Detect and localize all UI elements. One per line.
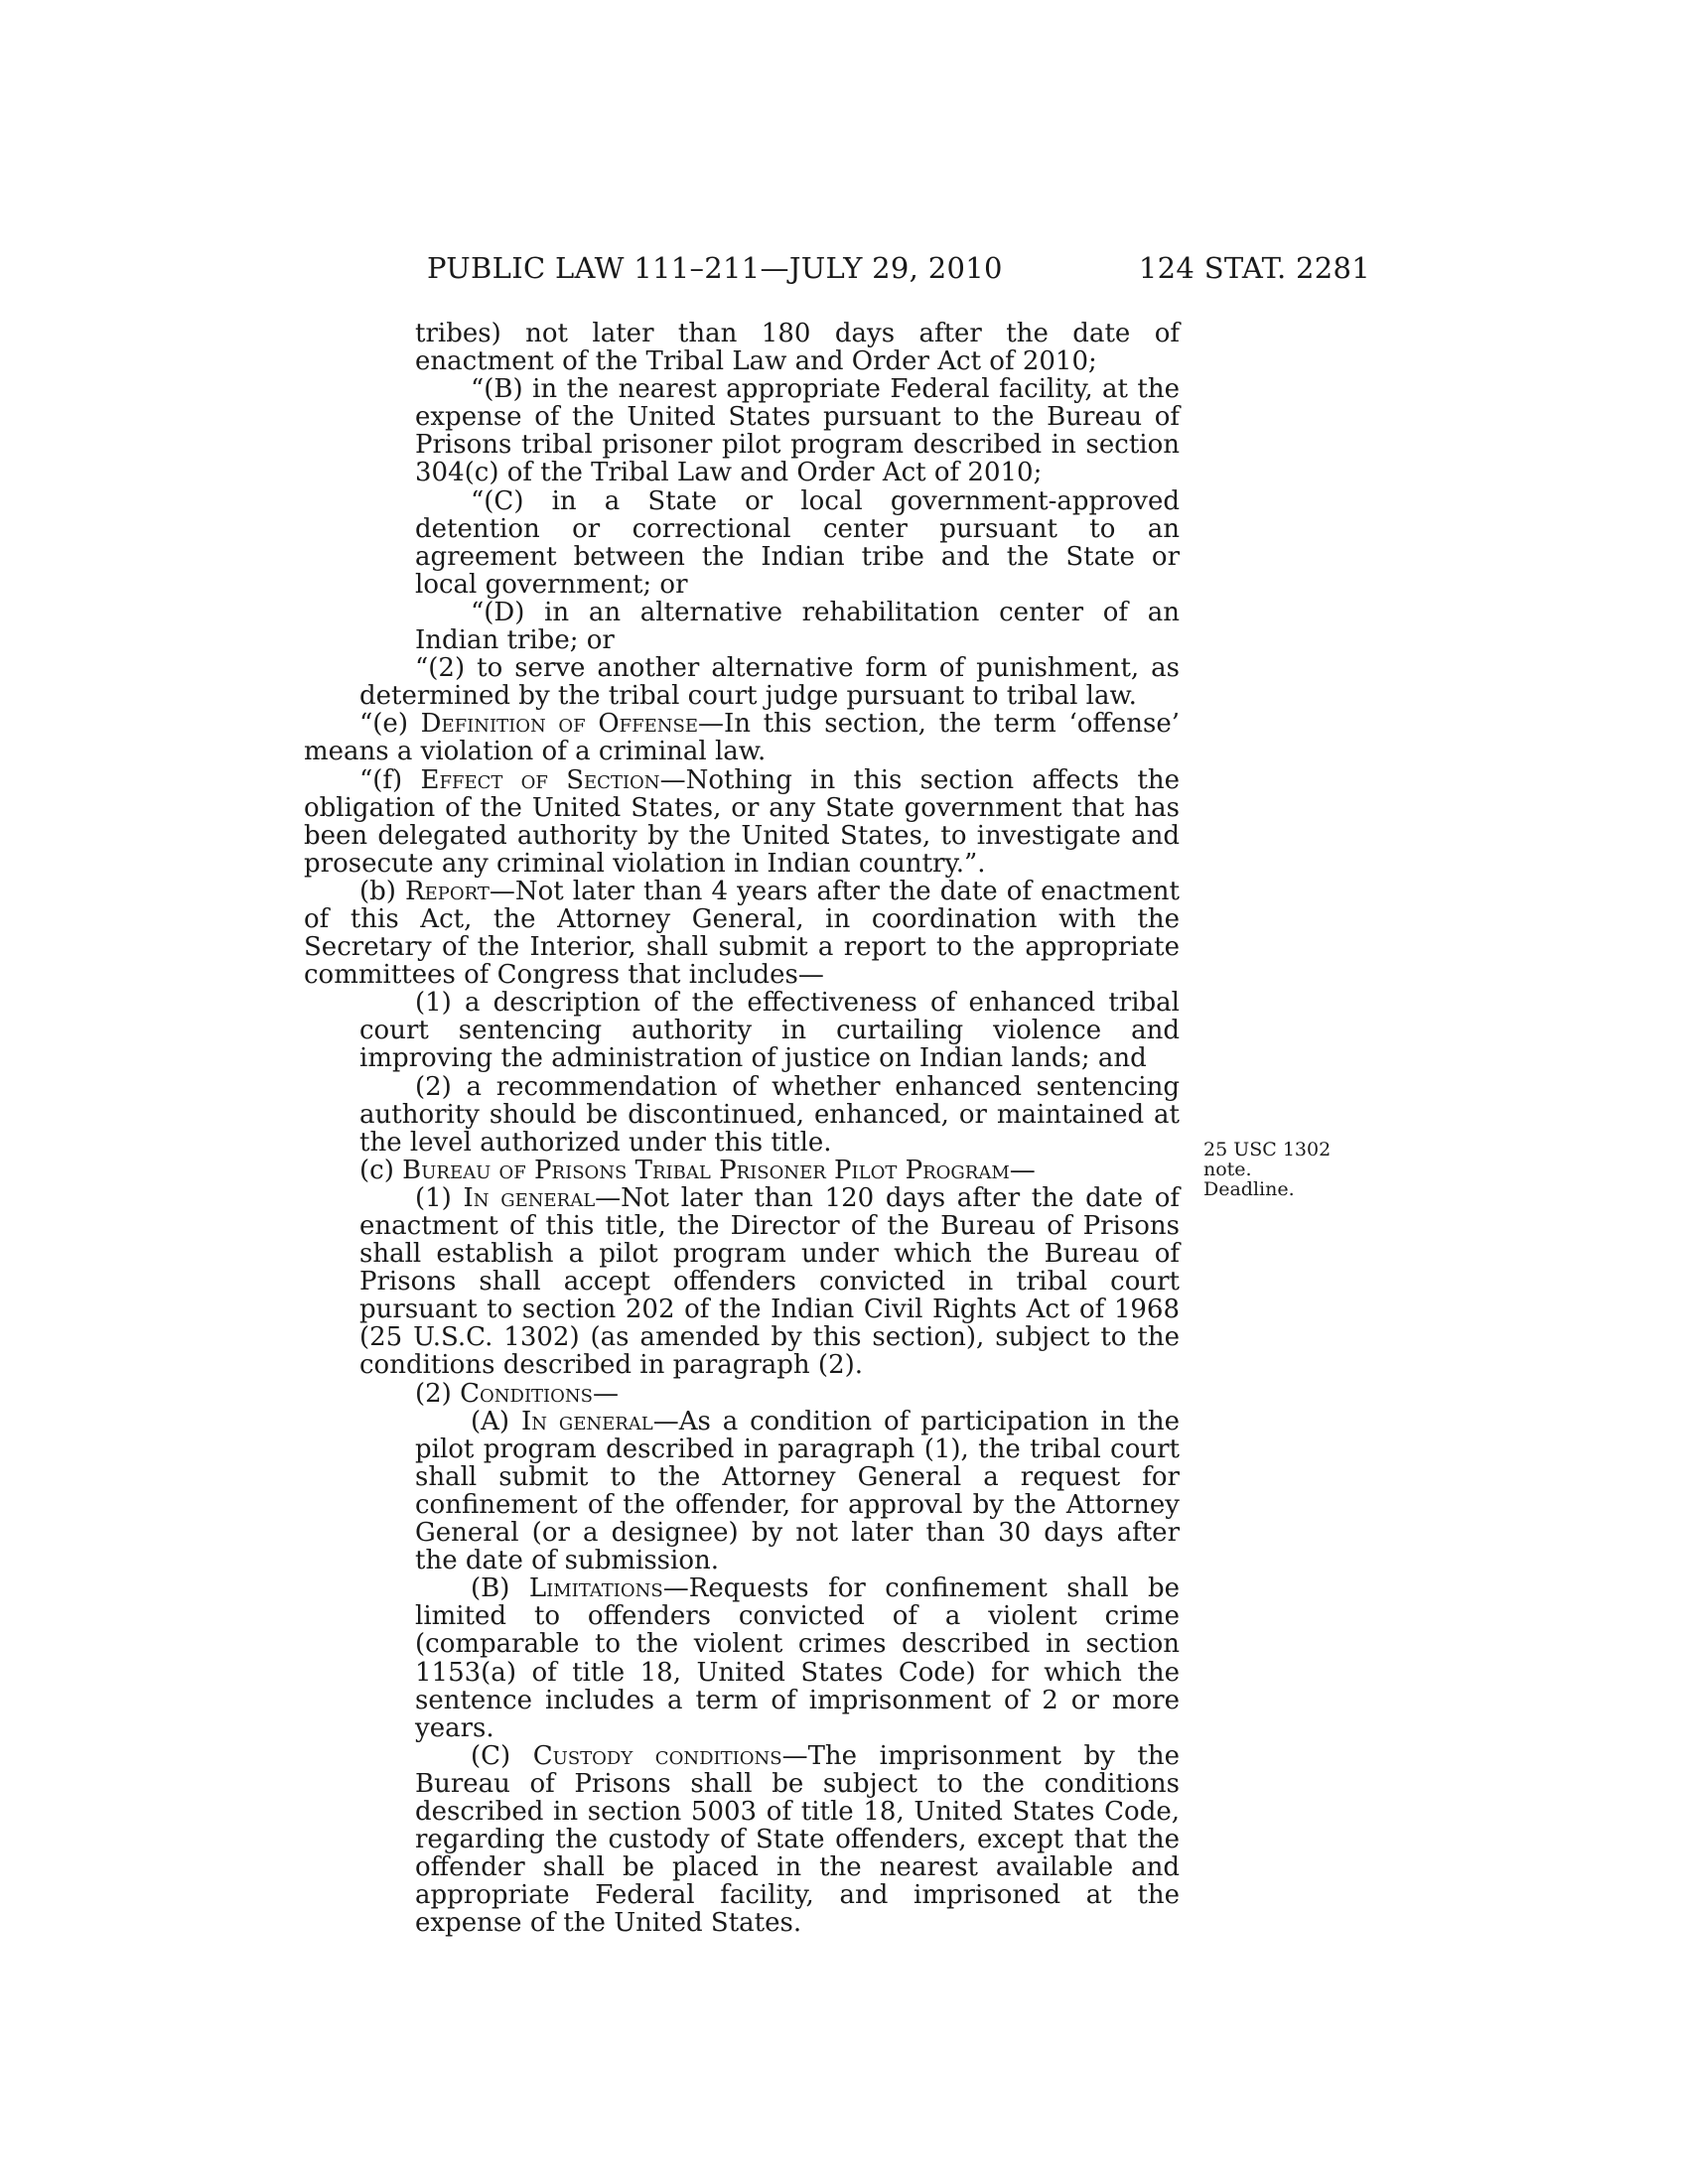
margin-note-citation: 25 USC 1302	[1203, 1139, 1332, 1160]
section-heading: Definition of Offense	[420, 709, 698, 740]
conditions-c-custody: (C) Custody conditions—The imprisonment by the Bureau of Prisons shall be subject to the conditions described in section 5003 of title 18, United States Code, regarding the custody of State offenders, except that the offender shall be placed in the nearest available and appropriate Federal facility, and imprisoned at the expense of the United States.	[415, 1740, 1181, 1939]
section-heading: Limitations	[528, 1573, 663, 1604]
page-header	[427, 248, 1370, 288]
paragraph-d1-continuation: tribes) not later than 180 days after the date of enactment of the Tribal Law and Order Act of 2010;	[415, 319, 1180, 377]
section-heading: Bureau of Prisons Tribal Prisoner Pilot Program	[402, 1155, 1010, 1185]
report-item-2: (2) a recommendation of whether enhanced sentencing authority should be discontinued, enhanced, or maintained at the level authorized under this title.	[359, 1071, 1180, 1158]
subparagraph-b: “(B) in the nearest appropriate Federal facility, at the expense of the United States pursuant to the Bureau of Prisons tribal prisoner pilot program described in section 304(c) of the Tribal Law and Order Act of 2010;	[415, 374, 1180, 488]
margin-note-note: note.	[1203, 1159, 1252, 1180]
section-heading: Effect of Section	[420, 764, 660, 795]
report-item-1: (1) a description of the effectiveness of enhanced tribal court sentencing authority in curtailing violence and improving the administration of justice on Indian lands; and	[359, 988, 1180, 1074]
subparagraph-d: “(D) in an alternative rehabilitation center of an Indian tribe; or	[415, 597, 1180, 656]
subsection-c-pilot-program: (c) Bureau of Prisons Tribal Prisoner Pilot Program—	[359, 1155, 1036, 1185]
subparagraph-c: “(C) in a State or local government-approved detention or correctional center pursuant to an agreement between the Indian tribe and the State or local government; or	[415, 485, 1180, 600]
section-heading: Custody conditions	[532, 1740, 782, 1771]
conditions-a-in-general: (A) In general—As a condition of participation in the pilot program described in paragraph (1), the tribal court shall submit to the Attorney General a request for confinement of the offender, for approval by the Attorney General (or a designee) by not later than 30 days after the date of submission.	[415, 1406, 1180, 1576]
pilot-paragraph-1: (1) In general—Not later than 120 days after the date of enactment of this title, the Director of the Bureau of Prisons shall establish a pilot program under which the Bureau of Prisons shall accept offenders convicted in tribal court pursuant to section 202 of the Indian Civil Rights Act of 1968 (25 U.S.C. 1302) (as amended by this section), subject to the conditions described in paragraph (2).	[359, 1182, 1181, 1381]
subsection-f-effect: “(f) Effect of Section—Nothing in this section affects the obligation of the United States, or any State government that has been delegated authority by the United States, to investigate and prosecute any criminal violation in Indian country.”.	[304, 764, 1180, 879]
section-heading: Report	[405, 876, 490, 906]
section-heading: Conditions	[460, 1378, 594, 1409]
subsection-b-report: (b) Report—Not later than 4 years after the date of enactment of this Act, the Attorney General, in coordination with the Secretary of the Interior, shall submit a report to the appropriate committees of Congress that includes—	[304, 876, 1180, 991]
section-heading: In general	[463, 1182, 596, 1213]
header-stat-page: 124 STAT. 2281	[1138, 251, 1370, 285]
statute-text	[304, 320, 1180, 1937]
section-heading: In general	[520, 1406, 653, 1436]
margin-note	[1203, 1140, 1372, 1199]
pilot-paragraph-2-conditions: (2) Conditions—	[415, 1378, 620, 1409]
header-law-date: PUBLIC LAW 111–211—JULY 29, 2010	[427, 251, 1003, 285]
subsection-e-definition: “(e) Definition of Offense—In this section, the term ‘offense’ means a violation of a criminal law.	[304, 709, 1181, 767]
conditions-b-limitations: (B) Limitations—Requests for confinement shall be limited to offenders convicted of a violent crime (comparable to the violent crimes described in section 1153(a) of title 18, United States Code) for which the sentence includes a term of imprisonment of 2 or more years.	[415, 1573, 1180, 1743]
paragraph-2-alternative-punishment: “(2) to serve another alternative form of punishment, as determined by the tribal court judge pursuant to tribal law.	[359, 653, 1180, 712]
margin-note-deadline: Deadline.	[1203, 1178, 1295, 1200]
